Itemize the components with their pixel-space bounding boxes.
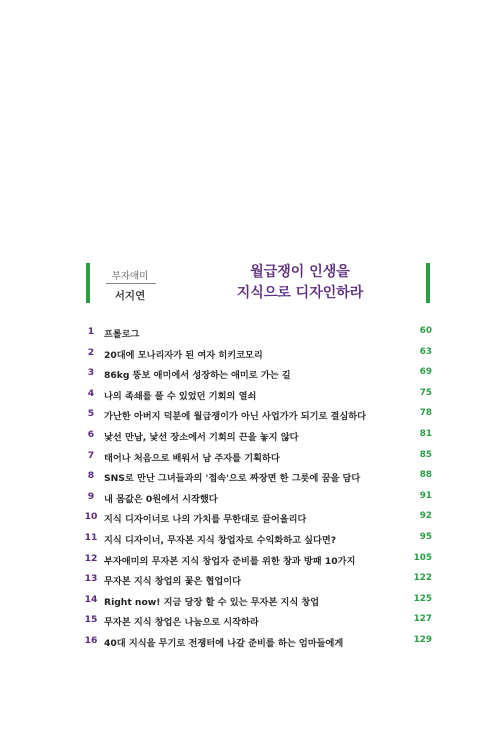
toc-number: 13 [84, 573, 98, 585]
toc-number: 5 [87, 408, 95, 420]
toc-page-number: 88 [419, 470, 432, 481]
toc-page-number: 69 [419, 367, 432, 378]
toc-number: 3 [87, 367, 95, 379]
toc-number: 9 [87, 490, 95, 502]
toc-title: 지식 디자이너, 무자본 지식 창업자로 수익화하고 싶다면? [104, 534, 337, 546]
toc-item [82, 364, 436, 385]
toc-title: 무자본 지식 창업은 나눔으로 시작하라 [104, 617, 259, 629]
toc-item [82, 611, 436, 632]
left-accent-bar [86, 263, 90, 303]
toc-title: 내 몸값은 0원에서 시작했다 [104, 493, 218, 505]
right-accent-bar [426, 263, 430, 303]
toc-page-number: 105 [413, 552, 432, 563]
toc-page-number: 78 [419, 408, 432, 419]
toc-page-number: 81 [419, 428, 432, 439]
toc-item [82, 447, 436, 468]
toc-title: 태어나 처음으로 배워서 남 주자를 기획하다 [104, 452, 280, 464]
toc-number: 8 [87, 470, 95, 482]
toc-title: SNS로 만난 그녀들과의 '접속'으로 짜장면 한 그릇에 꿈을 담다 [104, 473, 361, 485]
toc-item [82, 550, 436, 571]
toc-number: 6 [87, 428, 95, 440]
toc-title: 낯선 만남, 낯선 장소에서 기회의 끈을 놓지 않다 [104, 431, 299, 443]
toc-item [82, 426, 436, 447]
chapter-title [200, 262, 400, 304]
toc-number: 7 [87, 449, 95, 461]
author-divider [106, 283, 156, 284]
toc-item [82, 529, 436, 550]
toc-page-number: 122 [413, 573, 432, 584]
toc-title: 40대 지식을 무기로 전쟁터에 나갈 준비를 하는 엄마들에게 [104, 637, 344, 649]
toc-item [82, 591, 436, 612]
toc-page-number: 127 [413, 614, 432, 625]
table-of-contents [82, 323, 436, 653]
toc-number: 16 [84, 634, 98, 646]
author-name: 서지연 [114, 290, 146, 302]
toc-page-number: 63 [419, 346, 432, 357]
toc-page-number: 60 [419, 326, 432, 336]
toc-number: 1 [87, 326, 95, 337]
toc-page-number: 125 [413, 593, 432, 604]
toc-item [82, 344, 436, 365]
toc-title: 부자애미의 무자본 지식 창업자 준비를 위한 창과 방패 10가지 [104, 555, 356, 567]
toc-page-number: 95 [419, 531, 432, 542]
toc-title: 20대에 모나리자가 된 여자 히키코모리 [104, 349, 263, 361]
toc-number: 14 [84, 593, 98, 605]
toc-title: 무자본 지식 창업의 꽃은 협업이다 [104, 576, 242, 588]
toc-title: 지식 디자이너로 나의 가치를 무한대로 끌어올리다 [104, 514, 307, 526]
toc-item [82, 467, 436, 488]
toc-page-number: 75 [419, 387, 432, 398]
toc-page-number: 85 [419, 449, 432, 460]
author-label: 부자애미 [111, 271, 149, 282]
toc-item [82, 508, 436, 529]
toc-number: 4 [87, 387, 95, 399]
toc-title: 가난한 아버지 덕분에 월급쟁이가 아닌 사업가가 되기로 결심하다 [104, 411, 367, 423]
toc-number: 12 [84, 552, 98, 564]
toc-number: 15 [84, 614, 98, 626]
chapter-title-line-2: 지식으로 디자인하라 [236, 285, 364, 301]
toc-title: 나의 족쇄를 풀 수 있었던 기회의 열쇠 [104, 390, 257, 402]
toc-item [82, 405, 436, 426]
toc-number: 10 [84, 511, 98, 523]
toc-item [82, 632, 436, 653]
toc-item [82, 385, 436, 406]
toc-number: 11 [84, 531, 98, 543]
toc-number: 2 [87, 346, 95, 358]
toc-title: Right now! 지금 당장 할 수 있는 무자본 지식 창업 [104, 596, 320, 608]
toc-page-number: 92 [419, 511, 432, 522]
toc-item [82, 323, 436, 344]
toc-item [82, 570, 436, 591]
chapter-header [0, 0, 500, 320]
toc-title: 프롤로그 [104, 329, 140, 340]
toc-item [82, 488, 436, 509]
toc-page-number: 129 [413, 634, 432, 645]
toc-page-number: 91 [419, 490, 432, 501]
toc-title: 86kg 뚱보 애미에서 성장하는 애미로 가는 길 [104, 370, 291, 382]
chapter-title-line-1: 월급쟁이 인생을 [250, 264, 350, 280]
